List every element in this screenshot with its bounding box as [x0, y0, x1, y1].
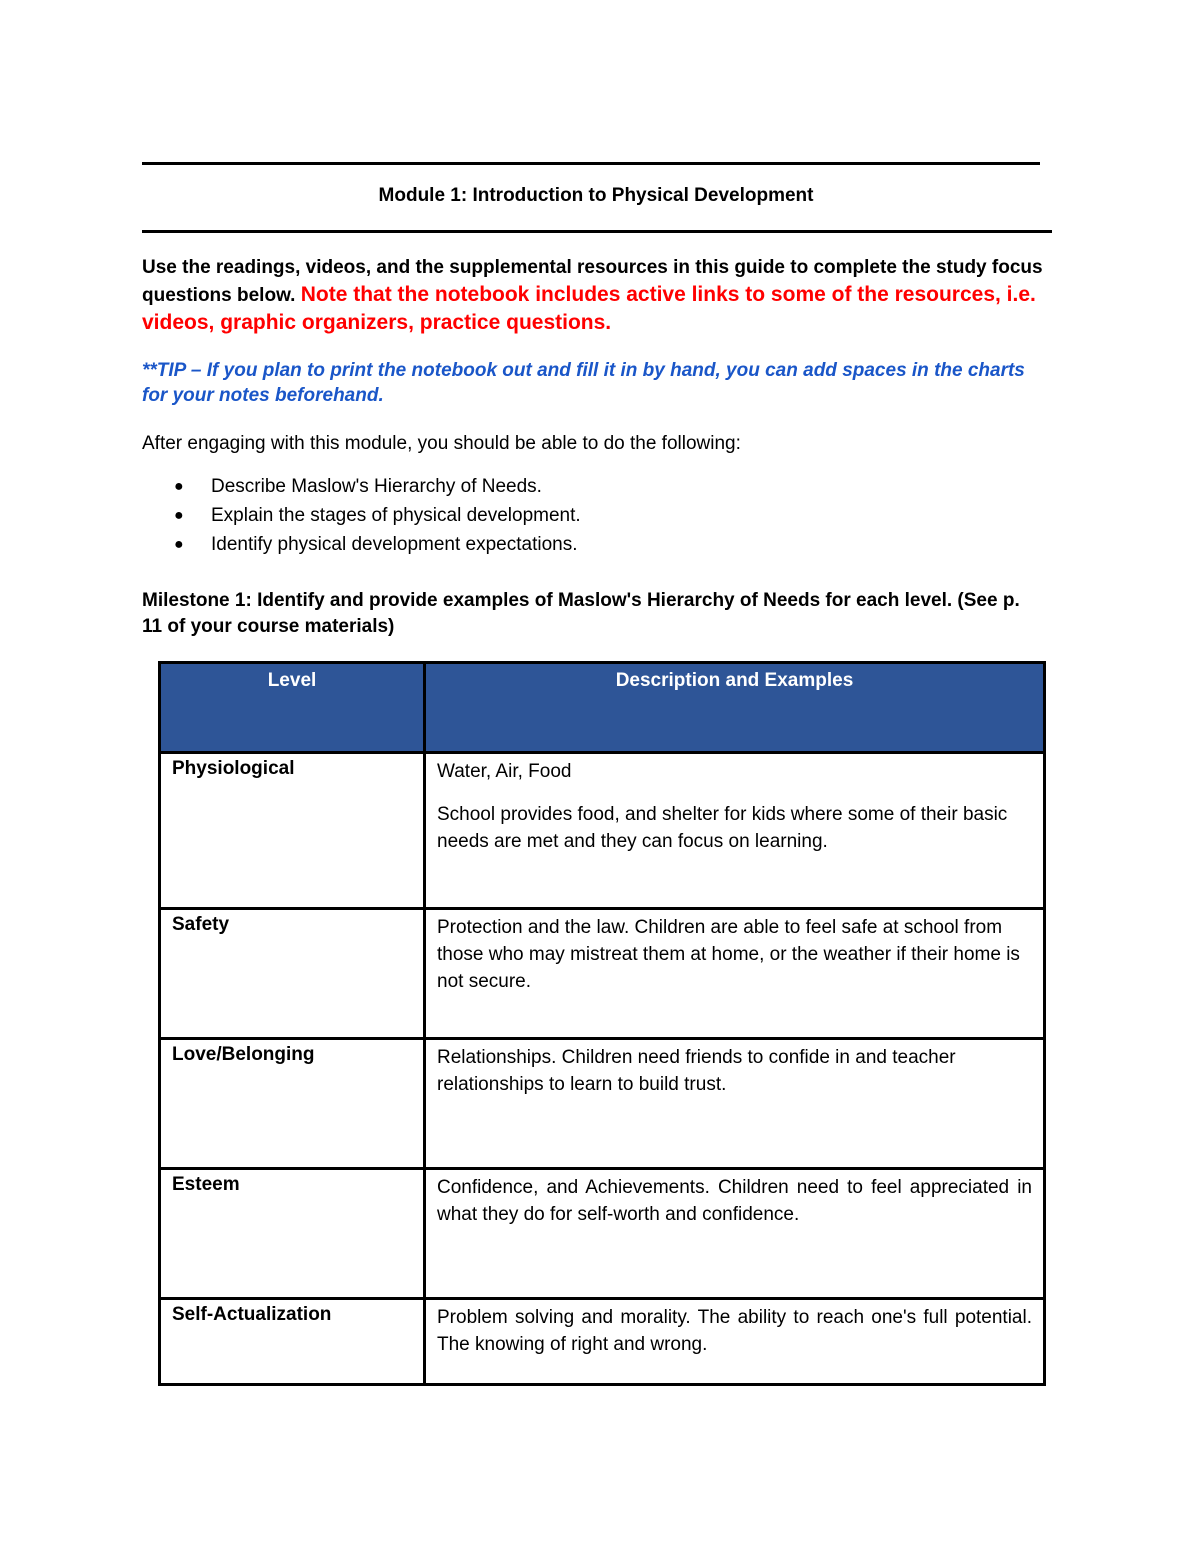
header-description: Description and Examples — [425, 663, 1045, 753]
table-row — [160, 1039, 1045, 1169]
table-header-row — [160, 663, 1045, 753]
table-row — [160, 1299, 1045, 1385]
description-cell[interactable]: Relationships. Children need friends to confide in and teacher relationships to learn to build trust. — [425, 1039, 1045, 1169]
bottom-divider — [142, 230, 1052, 233]
intro-paragraph — [142, 254, 1052, 337]
header-level: Level — [160, 663, 425, 753]
intro-red-text: Note that the notebook includes active links to some of the resources, i.e. videos, graphic organizers, practice questions. — [142, 283, 1036, 334]
milestone-heading: Milestone 1: Identify and provide examples of Maslow's Hierarchy of Needs for each level. (See p. 11 of your course materials) — [142, 590, 1020, 637]
level-cell: Self-Actualization — [160, 1299, 425, 1385]
table-row — [160, 909, 1045, 1039]
description-cell[interactable]: Protection and the law. Children are able to feel safe at school from those who may mistreat them at home, or the weather if their home is not secure. — [425, 909, 1045, 1039]
table-row — [160, 753, 1045, 909]
level-cell: Physiological — [160, 753, 425, 909]
table-row — [160, 1169, 1045, 1299]
description-cell[interactable]: Confidence, and Achievements. Children need to feel appreciated in what they do for self-worth and confidence. — [425, 1169, 1045, 1299]
level-cell: Love/Belonging — [160, 1039, 425, 1169]
description-cell[interactable]: Problem solving and morality. The ability to reach one's full potential. The knowing of right and wrong. — [425, 1299, 1045, 1385]
intro-bold-text: Use the readings, videos, and the supplemental resources in this guide to complete the study focus questions below. — [142, 257, 1043, 306]
bullet-icon: ● — [174, 507, 184, 524]
level-cell: Safety — [160, 909, 425, 1039]
list-item: ● Describe Maslow's Hierarchy of Needs. — [142, 474, 581, 503]
level-cell: Esteem — [160, 1169, 425, 1299]
page-title: Module 1: Introduction to Physical Development — [378, 185, 814, 206]
list-item: ● Identify physical development expectations. — [142, 532, 581, 561]
objectives-list — [142, 474, 581, 561]
bullet-icon: ● — [174, 536, 184, 553]
list-item: ● Explain the stages of physical development. — [142, 503, 581, 532]
top-divider — [142, 162, 1040, 165]
tip-note: **TIP – If you plan to print the notebook out and fill it in by hand, you can add spaces in the charts for your notes beforehand. — [142, 360, 1025, 406]
bullet-icon: ● — [174, 478, 184, 495]
description-cell[interactable]: Water, Air, Food School provides food, and shelter for kids where some of their basic needs are met and they can focus on learning. — [425, 753, 1045, 909]
maslow-table — [158, 661, 1046, 1386]
objectives-lead: After engaging with this module, you should be able to do the following: — [142, 433, 741, 454]
